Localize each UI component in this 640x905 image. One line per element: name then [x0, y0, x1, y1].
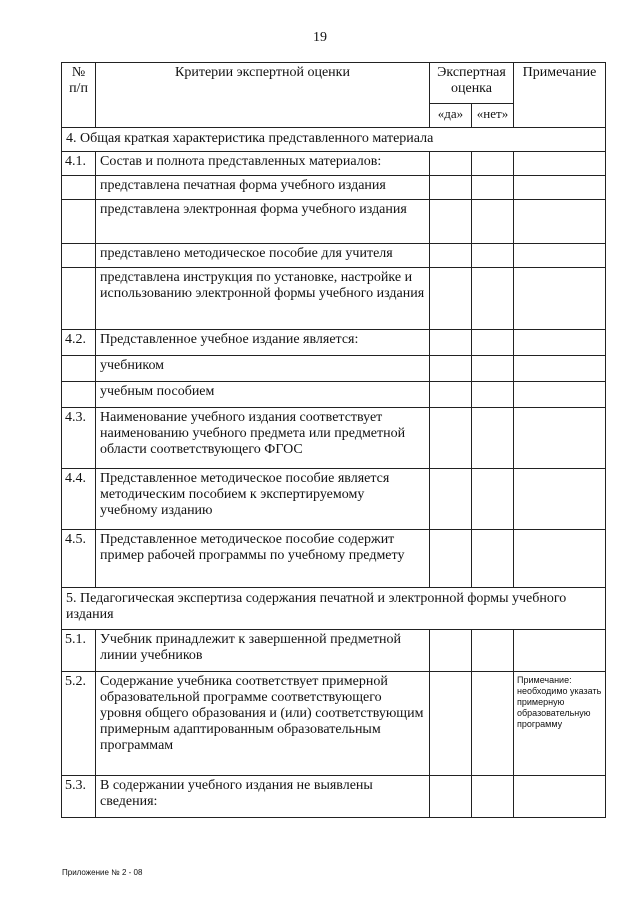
note-cell [514, 330, 606, 356]
table-row [62, 356, 606, 382]
row-number: 5.3. [62, 776, 96, 818]
yes-cell[interactable] [429, 356, 471, 382]
yes-cell[interactable] [429, 330, 471, 356]
no-cell[interactable] [471, 530, 513, 588]
note-cell [514, 176, 606, 200]
page-number: 19 [313, 30, 327, 45]
header-note: Примечание [514, 63, 606, 128]
table-row [62, 330, 606, 356]
no-cell[interactable] [471, 200, 513, 244]
criterion-text: представлена электронная форма учебного издания [96, 200, 430, 244]
criterion-text: представлена печатная форма учебного издания [96, 176, 430, 200]
table-row [62, 672, 606, 776]
no-cell[interactable] [471, 469, 513, 530]
note-cell [514, 630, 606, 672]
criterion-text: учебным пособием [96, 382, 430, 408]
no-cell[interactable] [471, 356, 513, 382]
note-cell [514, 408, 606, 469]
row-number [62, 200, 96, 244]
no-cell[interactable] [471, 382, 513, 408]
no-cell[interactable] [471, 268, 513, 330]
no-cell[interactable] [471, 408, 513, 469]
table-row [62, 176, 606, 200]
row-number: 5.2. [62, 672, 96, 776]
table-row [62, 630, 606, 672]
header-num: № п/п [62, 63, 96, 128]
no-cell[interactable] [471, 330, 513, 356]
row-number: 4.3. [62, 408, 96, 469]
criterion-text: представлена инструкция по установке, настройке и использованию электронной формы учебного издания [96, 268, 430, 330]
no-cell[interactable] [471, 630, 513, 672]
row-number: 4.1. [62, 152, 96, 176]
yes-cell[interactable] [429, 630, 471, 672]
table-row [62, 776, 606, 818]
note-cell [514, 382, 606, 408]
criterion-text: Наименование учебного издания соответствует наименованию учебного предмета или предметной области соответствующего ФГОС [96, 408, 430, 469]
note-cell [514, 244, 606, 268]
table-row [62, 382, 606, 408]
table-row [62, 244, 606, 268]
no-cell[interactable] [471, 776, 513, 818]
yes-cell[interactable] [429, 244, 471, 268]
no-cell[interactable] [471, 176, 513, 200]
yes-cell[interactable] [429, 469, 471, 530]
criterion-text: Содержание учебника соответствует примерной образовательной программе соответствующего уровня общего образования и (или) соответствующим примерным адаптированным образовательным программам [96, 672, 430, 776]
header-assessment: Экспертная оценка [429, 63, 513, 104]
no-cell[interactable] [471, 672, 513, 776]
section-5-heading: 5. Педагогическая экспертиза содержания печатной и электронной формы учебного издания [62, 588, 606, 630]
table-row [62, 200, 606, 244]
row-number [62, 382, 96, 408]
table-row [62, 530, 606, 588]
row-number [62, 176, 96, 200]
note-cell: Примечание: необходимо указать примерную образовательную программу [514, 672, 606, 776]
table-row [62, 469, 606, 530]
note-cell [514, 469, 606, 530]
row-number [62, 244, 96, 268]
header-no: «нет» [471, 104, 513, 128]
yes-cell[interactable] [429, 672, 471, 776]
note-cell [514, 268, 606, 330]
row-number: 4.2. [62, 330, 96, 356]
table-row [62, 268, 606, 330]
note-cell [514, 152, 606, 176]
yes-cell[interactable] [429, 268, 471, 330]
criterion-text: представлено методическое пособие для учителя [96, 244, 430, 268]
yes-cell[interactable] [429, 776, 471, 818]
row-number [62, 268, 96, 330]
note-cell [514, 776, 606, 818]
yes-cell[interactable] [429, 408, 471, 469]
header-yes: «да» [429, 104, 471, 128]
table-row [62, 408, 606, 469]
yes-cell[interactable] [429, 176, 471, 200]
row-number [62, 356, 96, 382]
criterion-text: учебником [96, 356, 430, 382]
criterion-text: В содержании учебного издания не выявлены сведения: [96, 776, 430, 818]
note-cell [514, 530, 606, 588]
note-cell [514, 356, 606, 382]
footer-note: Приложение № 2 - 08 [62, 868, 143, 877]
expert-assessment-table [61, 62, 606, 818]
criterion-text: Представленное учебное издание является: [96, 330, 430, 356]
yes-cell[interactable] [429, 382, 471, 408]
yes-cell[interactable] [429, 530, 471, 588]
yes-cell[interactable] [429, 200, 471, 244]
table-row [62, 152, 606, 176]
yes-cell[interactable] [429, 152, 471, 176]
no-cell[interactable] [471, 244, 513, 268]
criterion-text: Состав и полнота представленных материалов: [96, 152, 430, 176]
note-cell [514, 200, 606, 244]
row-number: 4.4. [62, 469, 96, 530]
row-number: 4.5. [62, 530, 96, 588]
row-number: 5.1. [62, 630, 96, 672]
header-criteria: Критерии экспертной оценки [96, 63, 430, 128]
criterion-text: Представленное методическое пособие является методическим пособием к экспертируемому учебному изданию [96, 469, 430, 530]
no-cell[interactable] [471, 152, 513, 176]
section-4-heading: 4. Общая краткая характеристика представленного материала [62, 128, 606, 152]
criterion-text: Представленное методическое пособие содержит пример рабочей программы по учебному предмету [96, 530, 430, 588]
criterion-text: Учебник принадлежит к завершенной предметной линии учебников [96, 630, 430, 672]
